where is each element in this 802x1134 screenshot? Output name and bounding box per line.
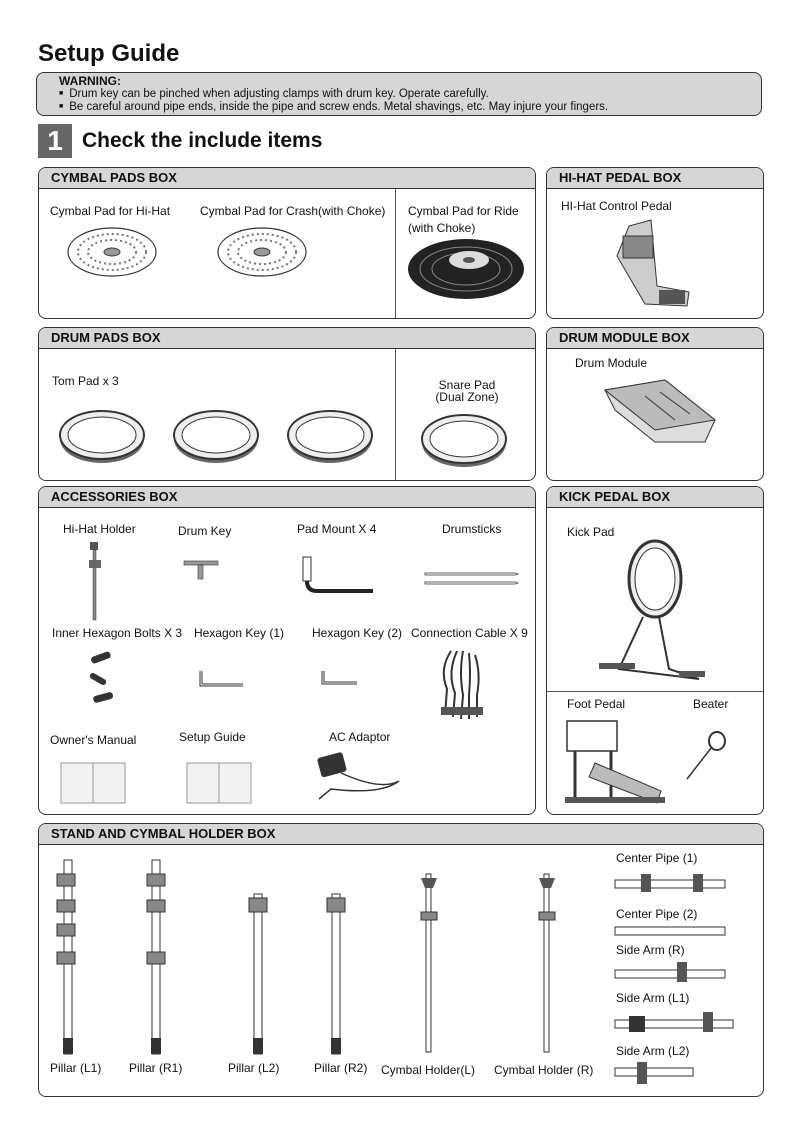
pillar-r2-icon bbox=[325, 894, 347, 1056]
stand-box-title: STAND AND CYMBAL HOLDER BOX bbox=[39, 824, 763, 845]
ride-cymbal-label-2: (with Choke) bbox=[408, 221, 476, 235]
connection-cable-label: Connection Cable X 9 bbox=[411, 626, 528, 640]
warning-heading: WARNING: bbox=[59, 74, 121, 88]
pillar-l1-icon bbox=[53, 860, 83, 1056]
drum-key-icon bbox=[184, 559, 220, 581]
pillar-r1-icon bbox=[141, 860, 171, 1056]
ride-cymbal-label: Cymbal Pad for Ride bbox=[408, 204, 519, 218]
pillar-r1-label: Pillar (R1) bbox=[129, 1061, 183, 1075]
drum-key-label: Drum Key bbox=[178, 524, 232, 538]
ride-cymbal-pad-icon bbox=[407, 238, 525, 300]
crash-cymbal-pad-icon bbox=[217, 226, 307, 278]
cymbal-holder-l-label: Cymbal Holder(L) bbox=[381, 1063, 476, 1077]
side-arm-l1-icon bbox=[615, 1010, 735, 1036]
ac-adaptor-label: AC Adaptor bbox=[329, 730, 391, 744]
hexagon-key-1-label: Hexagon Key (1) bbox=[194, 626, 285, 640]
pad-mount-label: Pad Mount X 4 bbox=[297, 522, 377, 536]
tom-pad-icon-2 bbox=[173, 406, 259, 464]
drum-pads-box bbox=[38, 327, 536, 481]
kick-pedal-box-title: KICK PEDAL BOX bbox=[547, 487, 763, 508]
step-title: Check the include items bbox=[82, 129, 323, 152]
cymbal-holder-r-label: Cymbal Holder (R) bbox=[494, 1063, 594, 1077]
center-pipe-2-icon bbox=[615, 926, 727, 936]
pillar-r2-label: Pillar (R2) bbox=[314, 1061, 368, 1075]
setup-guide-icon bbox=[187, 763, 253, 805]
hexagon-key-2-label: Hexagon Key (2) bbox=[312, 626, 403, 640]
page-title: Setup Guide bbox=[38, 40, 180, 67]
drum-module-label: Drum Module bbox=[575, 356, 648, 370]
side-arm-l1-label: Side Arm (L1) bbox=[616, 991, 690, 1005]
beater-icon bbox=[685, 731, 729, 781]
warning-line-2: ■ Be careful around pipe ends, inside the pipe and screw ends. Metal shavings, etc. May injure your fingers. bbox=[59, 101, 608, 113]
snare-pad-label-2: (Dual Zone) bbox=[435, 390, 499, 404]
accessories-box-title: ACCESSORIES BOX bbox=[39, 487, 535, 508]
hihat-holder-label: Hi-Hat Holder bbox=[63, 522, 136, 536]
kick-pad-icon bbox=[599, 539, 709, 687]
center-pipe-1-icon bbox=[615, 870, 727, 894]
drum-pads-box-title: DRUM PADS BOX bbox=[39, 328, 535, 349]
cymbal-holder-r-icon bbox=[535, 874, 559, 1054]
stand-box bbox=[38, 823, 764, 1097]
tom-pad-label: Tom Pad x 3 bbox=[52, 374, 119, 388]
side-arm-r-label: Side Arm (R) bbox=[616, 943, 685, 957]
kick-pad-label: Kick Pad bbox=[567, 525, 615, 539]
cymbal-holder-l-icon bbox=[417, 874, 441, 1054]
crash-cymbal-label: Cymbal Pad for Crash(with Choke) bbox=[200, 204, 386, 218]
drumsticks-label: Drumsticks bbox=[442, 522, 502, 536]
drumsticks-icon bbox=[425, 571, 523, 587]
hihat-cymbal-label: Cymbal Pad for Hi-Hat bbox=[50, 204, 171, 218]
warning-box bbox=[36, 72, 762, 116]
tom-pad-icon-3 bbox=[287, 406, 373, 464]
cymbal-pads-box bbox=[38, 167, 536, 319]
foot-pedal-icon bbox=[561, 713, 671, 807]
hihat-holder-icon bbox=[87, 542, 103, 620]
ac-adaptor-icon bbox=[311, 751, 403, 801]
setup-guide-label: Setup Guide bbox=[179, 730, 246, 744]
cymbal-pads-box-title: CYMBAL PADS BOX bbox=[39, 168, 535, 189]
tom-pad-icon-1 bbox=[59, 406, 145, 464]
side-arm-l2-icon bbox=[615, 1060, 697, 1086]
hihat-control-pedal-label: HI-Hat Control Pedal bbox=[561, 199, 672, 213]
inner-hexagon-bolts-label: Inner Hexagon Bolts X 3 bbox=[52, 626, 183, 640]
hihat-cymbal-pad-icon bbox=[67, 226, 157, 278]
center-pipe-2-label: Center Pipe (2) bbox=[616, 907, 698, 921]
warning-line-1: ■ Drum key can be pinched when adjusting clamps with drum key. Operate carefully. bbox=[59, 88, 489, 100]
pillar-l1-label: Pillar (L1) bbox=[50, 1061, 102, 1075]
drum-module-icon bbox=[605, 380, 715, 442]
hihat-pedal-icon bbox=[609, 216, 699, 308]
pillar-l2-label: Pillar (L2) bbox=[228, 1061, 280, 1075]
drum-module-box-title: DRUM MODULE BOX bbox=[547, 328, 763, 349]
center-pipe-1-label: Center Pipe (1) bbox=[616, 851, 698, 865]
hexagon-key-1-icon bbox=[199, 671, 245, 691]
hexagon-key-2-icon bbox=[321, 671, 359, 691]
connection-cable-icon bbox=[437, 649, 487, 721]
kick-pedal-box bbox=[546, 486, 764, 815]
hihat-pedal-box bbox=[546, 167, 764, 319]
drum-module-box bbox=[546, 327, 764, 481]
owners-manual-icon bbox=[61, 763, 127, 805]
step-number: 1 bbox=[38, 124, 72, 158]
snare-pad-label: Snare Pad bbox=[438, 378, 496, 392]
foot-pedal-label: Foot Pedal bbox=[567, 697, 626, 711]
owners-manual-label: Owner's Manual bbox=[50, 733, 137, 747]
pad-mount-icon bbox=[303, 557, 375, 595]
beater-label: Beater bbox=[693, 697, 729, 711]
pillar-l2-icon bbox=[247, 894, 269, 1056]
inner-hexagon-bolts-icon bbox=[87, 650, 117, 708]
side-arm-r-icon bbox=[615, 960, 727, 984]
hihat-pedal-box-title: HI-HAT PEDAL BOX bbox=[547, 168, 763, 189]
accessories-box bbox=[38, 486, 536, 815]
snare-pad-icon bbox=[421, 410, 507, 468]
side-arm-l2-label: Side Arm (L2) bbox=[616, 1044, 690, 1058]
